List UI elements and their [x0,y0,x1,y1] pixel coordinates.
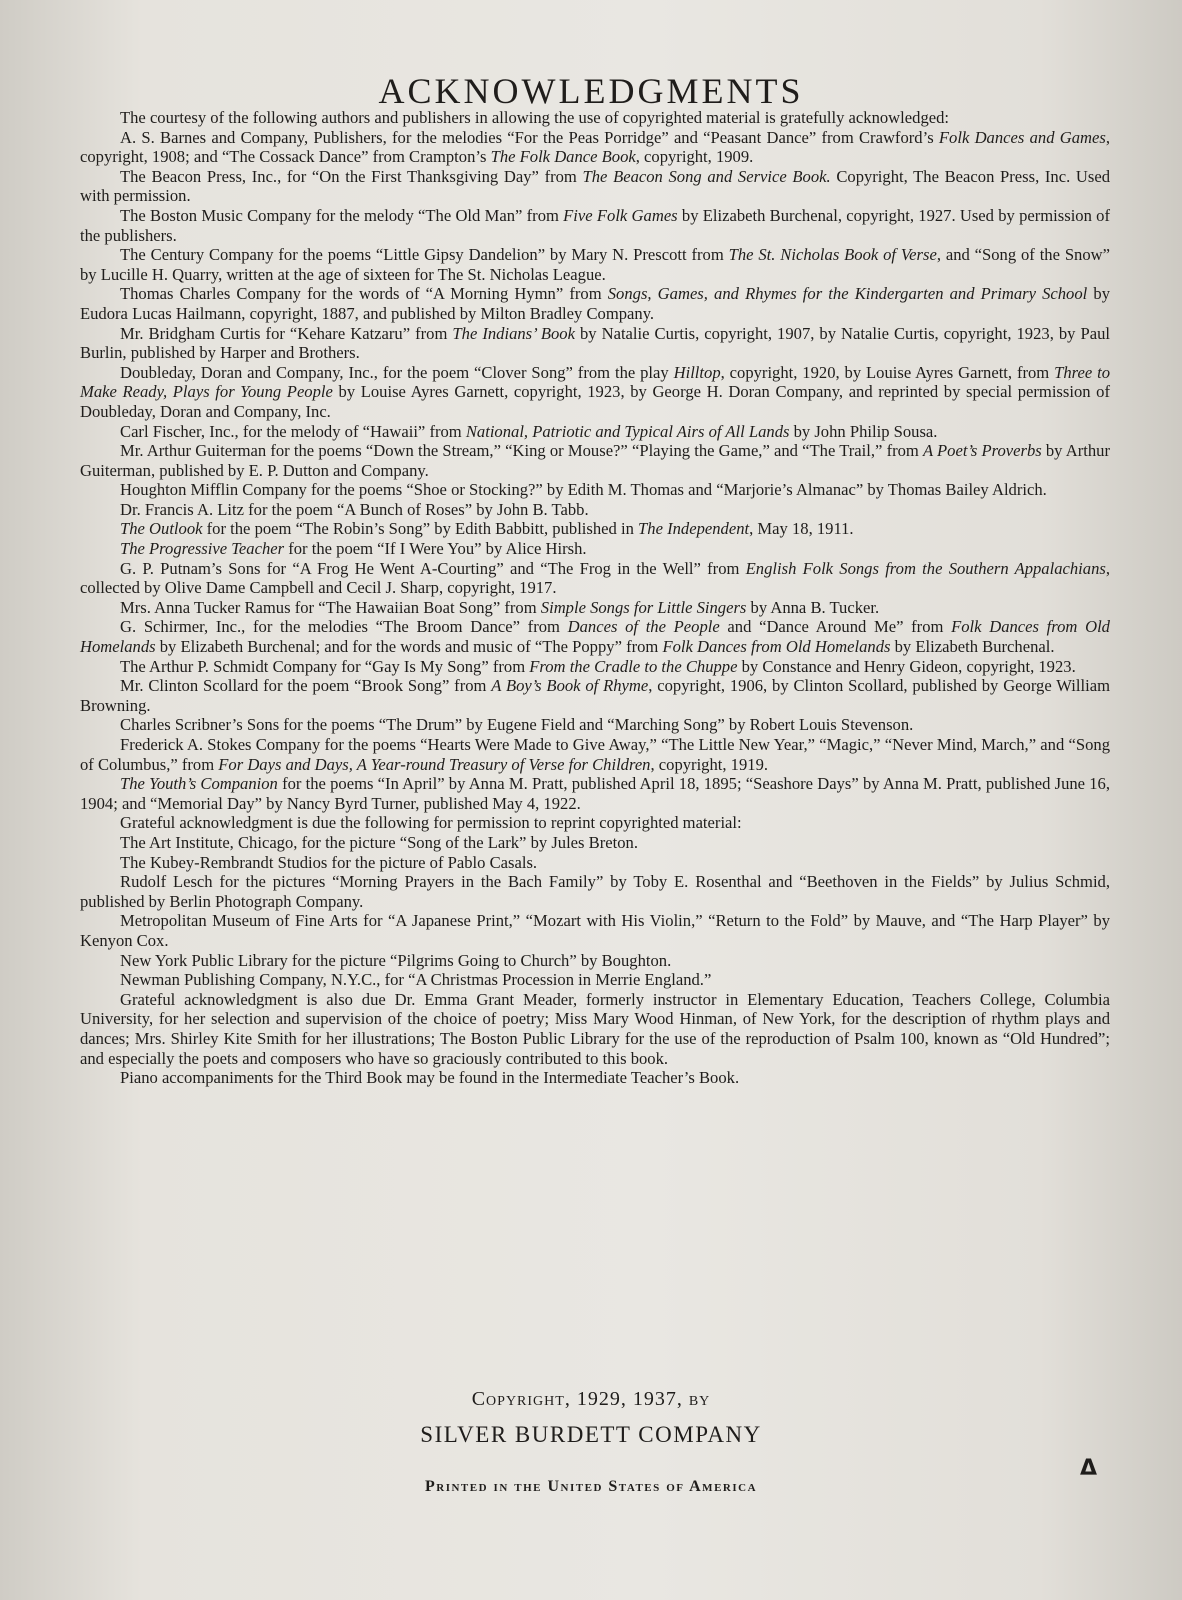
acknowledgment-paragraph [80,519,1110,539]
italic-title: From the Cradle to the Chuppe [529,656,738,676]
printed-in-line: Printed in the United States of America [424,1478,758,1495]
italic-title: National, Patriotic and Typical Airs of All Lands [465,421,790,441]
paragraph-text: The Kubey-Rembrandt Studios for the picture of Pablo Casals. [120,852,538,872]
paragraph-text: for the poems “In April” by Anna M. Pratt, published April 18, 1895; “Seashore Days” by Anna M. Pratt, published June 16, 1904; and “Memorial Day” by Nancy Byrd Turner, published May 4, 1922. [80,774,1111,813]
acknowledgment-paragraph [80,990,1110,1068]
acknowledgment-paragraph [80,206,1110,245]
italic-title: The Outlook [120,519,203,539]
paragraph-text: Metropolitan Museum of Fine Arts for “A Japanese Print,” “Mozart with His Violin,” “Return to the Fold” by Mauve, and “The Harp Player” by Kenyon Cox. [80,911,1110,950]
italic-title: A Boy’s Book of Rhyme [491,676,649,696]
paragraph-text: by Louise Ayres Garnett, copyright, 1923, by George H. Doran Company, and reprinted by special permission of Doubleday, Doran and Company, Inc. [80,382,1110,421]
paragraph-text: , copyright, 1919. [650,754,769,774]
paragraph-text: Mr. Arthur Guiterman for the poems “Down the Stream,” “King or Mouse?” “Playing the Game,” and “The Trail,” from [120,441,924,461]
paragraph-text: , copyright, 1909. [635,147,754,167]
italic-title: Three to Make Ready, Plays for Young People [80,362,1111,402]
italic-title: English Folk Songs from the Southern Appalachians [745,558,1106,578]
copyright-line: Copyright, 1929, 1937, by [471,1388,711,1410]
paragraph-text: Dr. Francis A. Litz for the poem “A Bunch of Roses” by John B. Tabb. [120,499,589,519]
paragraph-text: Mr. Clinton Scollard for the poem “Brook Song” from [120,676,492,696]
paragraph-text: The Century Company for the poems “Little Gipsy Dandelion” by Mary N. Prescott from [120,245,729,265]
acknowledgment-paragraph [80,539,1110,559]
publisher-name: SILVER BURDETT COMPANY [420,1422,762,1447]
paragraph-text: The Art Institute, Chicago, for the picture “Song of the Lark” by Jules Breton. [120,832,638,852]
paragraph-text: Grateful acknowledgment is due the following for permission to reprint copyrighted material: [120,813,742,833]
acknowledgment-paragraph [80,324,1110,363]
acknowledgment-paragraph [80,813,1110,833]
acknowledgment-paragraph [80,441,1110,480]
acknowledgment-paragraph [80,598,1110,618]
paragraph-text: by Elizabeth Burchenal, copyright, 1927. Used by permission of the publishers. [80,205,1110,245]
paragraph-text: by Anna B. Tucker. [746,597,880,617]
paragraph-text: Charles Scribner’s Sons for the poems “The Drum” by Eugene Field and “Marching Song” by Robert Louis Stevenson. [120,715,914,735]
acknowledgment-paragraph [80,559,1110,598]
acknowledgment-paragraph [80,735,1110,774]
acknowledgment-paragraph [80,853,1110,873]
paragraph-text: Copyright, The Beacon Press, Inc. Used with permission. [80,166,1110,206]
paragraph-text: by Elizabeth Burchenal; and for the words and music of “The Poppy” from [155,637,663,657]
acknowledgment-paragraph [80,128,1110,167]
paragraph-text: , copyright, 1908; and “The Cossack Dance” from Crampton’s [80,127,1110,167]
paragraph-text: , collected by Olive Dame Campbell and Cecil J. Sharp, copyright, 1917. [80,558,1110,598]
italic-title: A Poet’s Proverbs [923,441,1042,461]
italic-title: The Folk Dance Book [490,147,636,167]
paragraph-text: Mrs. Anna Tucker Ramus for “The Hawaiian Boat Song” from [120,597,541,617]
acknowledgment-paragraph [80,657,1110,677]
paragraph-text: A. S. Barnes and Company, Publishers, for the melodies “For the Peas Porridge” and “Peasant Dance” from Crawford’s [120,127,939,147]
paragraph-text: for the poem “The Robin’s Song” by Edith Babbitt, published in [202,519,639,539]
italic-title: The Indians’ Book [452,323,575,343]
italic-title: Simple Songs for Little Singers [540,597,747,617]
italic-title: Songs, Games, and Rhymes for the Kindergarten and Primary School [607,284,1088,304]
italic-title: The St. Nicholas Book of Verse [728,245,937,265]
acknowledgment-paragraph [80,284,1110,323]
acknowledgment-paragraph [80,774,1110,813]
acknowledgment-paragraph [80,872,1110,911]
paragraph-text: for the poem “If I Were You” by Alice Hirsh. [284,539,587,559]
italic-title: Hilltop [673,362,721,382]
paragraph-text: Mr. Bridgham Curtis for “Kehare Katzaru” from [120,323,453,343]
italic-title: The Youth’s Companion [120,774,278,794]
paragraph-text: The Boston Music Company for the melody “The Old Man” from [120,205,564,225]
paragraph-text: , copyright, 1906, by Clinton Scollard, published by George William Browning. [80,676,1110,715]
paragraph-text: by John Philip Sousa. [789,421,938,441]
acknowledgment-paragraph [80,617,1110,656]
paragraph-text: and “Dance Around Me” from [719,617,952,637]
page-title: ACKNOWLEDGMENTS [378,71,804,112]
acknowledgment-paragraph [80,911,1110,950]
acknowledgment-paragraph [80,833,1110,853]
italic-title: Dances of the People [567,617,720,637]
acknowledgment-paragraph [80,245,1110,284]
paragraph-text: Carl Fischer, Inc., for the melody of “Hawaii” from [120,421,466,441]
acknowledgment-paragraph [80,970,1110,990]
italic-title: The Independent [638,519,750,539]
italic-title: The Beacon Song and Service Book. [582,166,831,186]
paragraph-text: Frederick A. Stokes Company for the poems “Hearts Were Made to Give Away,” “The Little New Year,” “Magic,” “Never Mind, March,” and “Song of Columbus,” from [80,735,1110,774]
paragraph-text: , copyright, 1920, by Louise Ayres Garnett, from [720,362,1055,382]
paragraph-text: , May 18, 1911. [749,519,854,539]
italic-title: Five Folk Games [563,205,678,225]
paragraph-text: , and “Song of the Snow” by Lucille H. Quarry, written at the age of sixteen for The St. Nicholas League. [80,245,1110,284]
acknowledgment-paragraph [80,363,1110,422]
acknowledgment-paragraph [80,500,1110,520]
paragraph-text: G. Schirmer, Inc., for the melodies “The Broom Dance” from [120,617,568,637]
acknowledgment-paragraph [80,108,1110,128]
paragraph-text: by Arthur Guiterman, published by E. P. Dutton and Company. [80,441,1110,480]
paragraph-text: Doubleday, Doran and Company, Inc., for the poem “Clover Song” from the play [120,362,674,382]
italic-title: The Progressive Teacher [120,539,285,559]
paragraph-text: Grateful acknowledgment is also due Dr. Emma Grant Meader, formerly instructor in Elementary Education, Teachers College, Columbia University, for her selection and supervision of the choice of poetry; Miss Mary Wood Hinman, of New York, for the description of rhythm plays and dances; Mrs. Shirley Kite Smith for her illustrations; The Boston Public Library for the use of the reproduction of Psalm 100, known as “Old Hundred”; and especially the poets and composers who have so graciously contributed to this book. [80,989,1110,1068]
italic-title: Folk Dances from Old Homelands [662,637,891,657]
paragraph-text: The Arthur P. Schmidt Company for “Gay Is My Song” from [120,656,530,676]
acknowledgment-paragraph [80,676,1110,715]
paragraph-text: by Natalie Curtis, copyright, 1907, by Natalie Curtis, copyright, 1923, by Paul Burlin, published by Harper and Brothers. [80,323,1110,363]
paragraph-text: G. P. Putnam’s Sons for “A Frog He Went A-Courting” and “The Frog in the Well” from [120,558,746,578]
paragraph-text: Houghton Mifflin Company for the poems “Shoe or Stocking?” by Edith M. Thomas and “Marjorie’s Almanac” by Thomas Bailey Aldrich. [120,480,1047,500]
acknowledgments-body [80,108,1110,1088]
paragraph-text: New York Public Library for the picture “Pilgrims Going to Church” by Boughton. [120,950,672,970]
italic-title: Folk Dances from Old Homelands [80,617,1110,657]
acknowledgment-paragraph [80,951,1110,971]
acknowledgment-paragraph [80,715,1110,735]
acknowledgment-paragraph [80,480,1110,500]
paragraph-text: Newman Publishing Company, N.Y.C., for “A Christmas Procession in Merrie England.” [120,970,712,990]
paragraph-text: by Constance and Henry Gideon, copyright, 1923. [737,656,1076,676]
printer-mark-icon: Δ [1080,1456,1098,1481]
paragraph-text: The courtesy of the following authors and publishers in allowing the use of copyrighted material is gratefully acknowledged: [120,108,950,127]
paragraph-text: Piano accompaniments for the Third Book may be found in the Intermediate Teacher’s Book. [120,1068,740,1088]
paragraph-text: Thomas Charles Company for the words of “A Morning Hymn” from [120,284,608,304]
paragraph-text: The Beacon Press, Inc., for “On the First Thanksgiving Day” from [120,166,583,186]
acknowledgment-paragraph [80,1068,1110,1088]
paragraph-text: by Elizabeth Burchenal. [890,637,1055,657]
acknowledgment-paragraph [80,167,1110,206]
italic-title: Folk Dances and Games [938,127,1106,147]
paragraph-text: Rudolf Lesch for the pictures “Morning Prayers in the Bach Family” by Toby E. Rosenthal and “Beethoven in the Fields” by Julius Schmid, published by Berlin Photograph Company. [80,872,1110,911]
italic-title: For Days and Days, A Year-round Treasury of Verse for Children [218,754,651,774]
acknowledgment-paragraph [80,422,1110,442]
paragraph-text: by Eudora Lucas Hailmann, copyright, 1887, and published by Milton Bradley Company. [80,284,1110,323]
